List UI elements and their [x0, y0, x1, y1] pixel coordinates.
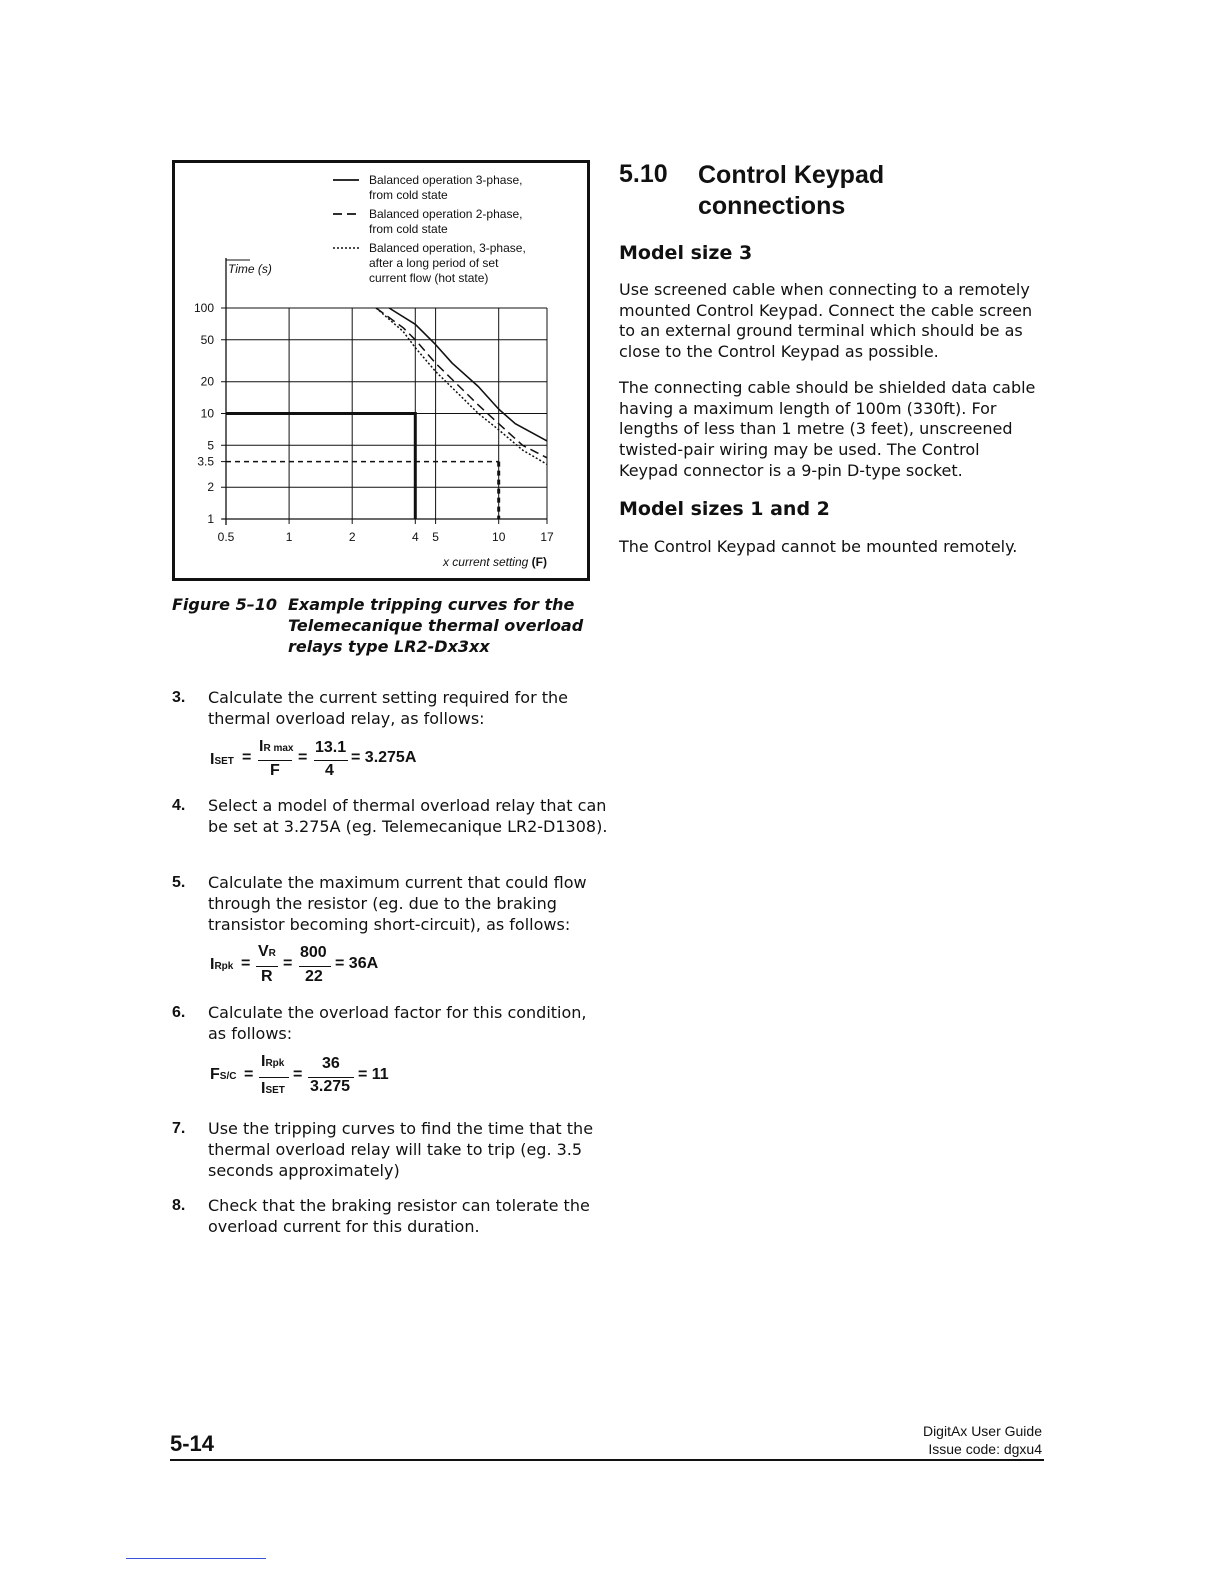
step-text: Select a model of thermal overload relay that can be set at 3.275A (eg. Telemecanique LR2-D1308). — [208, 796, 608, 836]
fraction-bar — [259, 1077, 289, 1078]
fsc-den2: 3.275 — [310, 1078, 351, 1095]
y-tick-label: 100 — [193, 301, 214, 315]
legend-label: Balanced operation 2-phase, — [369, 207, 523, 221]
y-tick-label: 5 — [207, 438, 214, 453]
fsc-result: = 11 — [358, 1066, 389, 1083]
footer-rule — [170, 1459, 1044, 1461]
legend-label: Balanced operation, 3-phase, — [369, 241, 526, 255]
caption-text: Example tripping curves for the Telemecanique thermal overload relays type LR2-Dx3xx — [288, 595, 584, 656]
tripping-curves-chart — [172, 160, 596, 584]
step-text: Check that the braking resistor can tolerate the overload current for this duration. — [208, 1196, 590, 1236]
bottom-link-underline — [126, 1558, 266, 1559]
fraction-bar — [256, 966, 278, 967]
step-text: Calculate the overload factor for this condition, as follows: — [208, 1003, 587, 1043]
irpk-result: = 36A — [335, 955, 379, 972]
fraction-bar — [258, 760, 292, 761]
eq-sign: = — [241, 955, 251, 972]
x-axis-label-unit: (F) — [531, 555, 547, 569]
fraction-bar — [299, 966, 331, 967]
eq-sign: = — [293, 1066, 303, 1083]
legend-label: from cold state — [369, 222, 448, 236]
irpk-num2: 800 — [300, 944, 327, 961]
x-tick-label: 2 — [348, 530, 356, 544]
step-number: 8. — [172, 1197, 186, 1214]
fsc-den1: ISET — [261, 1080, 285, 1097]
irpk-den1: R — [261, 968, 273, 985]
x-tick-label: 10 — [492, 530, 506, 544]
y-tick-label: 50 — [200, 332, 214, 347]
y-tick-label: 20 — [200, 374, 214, 389]
chart-series — [376, 308, 547, 464]
y-tick-label: 1 — [207, 512, 214, 526]
x-tick-label: 5 — [432, 530, 439, 544]
x-axis-label-text: x current setting — [442, 555, 529, 569]
fraction-bar — [314, 760, 348, 761]
paragraph-not-remote: The Control Keypad cannot be mounted remotely. — [619, 537, 1018, 556]
caption-number: Figure 5–10 — [172, 595, 277, 614]
step-number: 5. — [172, 874, 186, 891]
x-tick-label: 17 — [540, 530, 554, 544]
x-tick-label: 4 — [411, 530, 419, 544]
series-line-solid — [389, 308, 547, 441]
iset-den1: F — [270, 762, 280, 779]
x-axis-ticks — [218, 519, 554, 544]
eq-sign: = — [283, 955, 293, 972]
iset-den2: 4 — [325, 762, 334, 779]
series-line-dashed — [376, 308, 547, 458]
step-number: 3. — [172, 689, 186, 706]
iset-num1: IR max — [259, 738, 294, 755]
irpk-lhs: IRpk — [210, 956, 234, 973]
legend-label: from cold state — [369, 188, 448, 202]
x-tick-label: 0.5 — [217, 530, 235, 544]
series-line-dotted — [376, 308, 547, 464]
page-number: 5-14 — [170, 1431, 215, 1456]
eq-sign: = — [298, 749, 308, 766]
chart-grid — [222, 258, 547, 525]
iset-result: = 3.275A — [351, 749, 417, 766]
paragraph-screened-cable: Use screened cable when connecting to a remotely mounted Control Keypad. Connect the cable screen to an external ground terminal which should be as close to the Control Keypad as possible. — [619, 280, 1033, 362]
fsc-num2: 36 — [322, 1055, 340, 1072]
step-text: Calculate the current setting required for the thermal overload relay, as follows: — [208, 688, 568, 728]
irpk-den2: 22 — [305, 968, 323, 985]
paragraph-cable-length: The connecting cable should be shielded data cable having a maximum length of 100m (330ft). For lengths of less than 1 metre (3 feet), unscreened twisted-pair wiring may be used. The Control Keypad connector is a 9-pin D-type socket. — [619, 378, 1036, 480]
chart-annotations — [226, 414, 499, 520]
step-number: 7. — [172, 1120, 186, 1137]
eq-sign: = — [242, 749, 252, 766]
iset-num2: 13.1 — [315, 739, 347, 756]
document-title: DigitAx User Guide — [922, 1423, 1042, 1439]
issue-code: Issue code: dgxu4 — [928, 1441, 1042, 1457]
iset-lhs: ISET — [210, 751, 234, 768]
irpk-num1: VR — [258, 943, 276, 960]
eq-sign: = — [244, 1066, 254, 1083]
y-axis-label: Time (s) — [228, 262, 272, 276]
reference-line-solid — [226, 414, 415, 520]
step-number: 4. — [172, 797, 186, 814]
x-axis-label — [442, 555, 547, 569]
fsc-num1: IRpk — [261, 1053, 285, 1070]
section-title: Control Keypad connections — [698, 161, 885, 220]
legend-label: current flow (hot state) — [369, 271, 489, 285]
chart-legend — [333, 173, 526, 285]
legend-label: Balanced operation 3-phase, — [369, 173, 523, 187]
fsc-lhs: FS/C — [210, 1066, 237, 1083]
section-number: 5.10 — [619, 160, 668, 188]
y-tick-label: 3.5 — [197, 454, 214, 469]
y-tick-label: 10 — [200, 406, 214, 421]
step-text: Use the tripping curves to find the time that the thermal overload relay will take to trip (eg. 3.5 seconds approximately) — [208, 1119, 594, 1180]
heading-model-size-3: Model size 3 — [619, 242, 753, 264]
step-text: Calculate the maximum current that could flow through the resistor (eg. due to the braking transistor becoming short-circuit), as follows: — [208, 873, 587, 934]
x-tick-label: 1 — [285, 530, 293, 544]
step-number: 6. — [172, 1004, 186, 1021]
y-axis-ticks — [194, 301, 226, 526]
legend-label: after a long period of set — [369, 256, 499, 270]
heading-model-sizes-1-2: Model sizes 1 and 2 — [619, 498, 830, 520]
y-tick-label: 2 — [207, 480, 214, 495]
